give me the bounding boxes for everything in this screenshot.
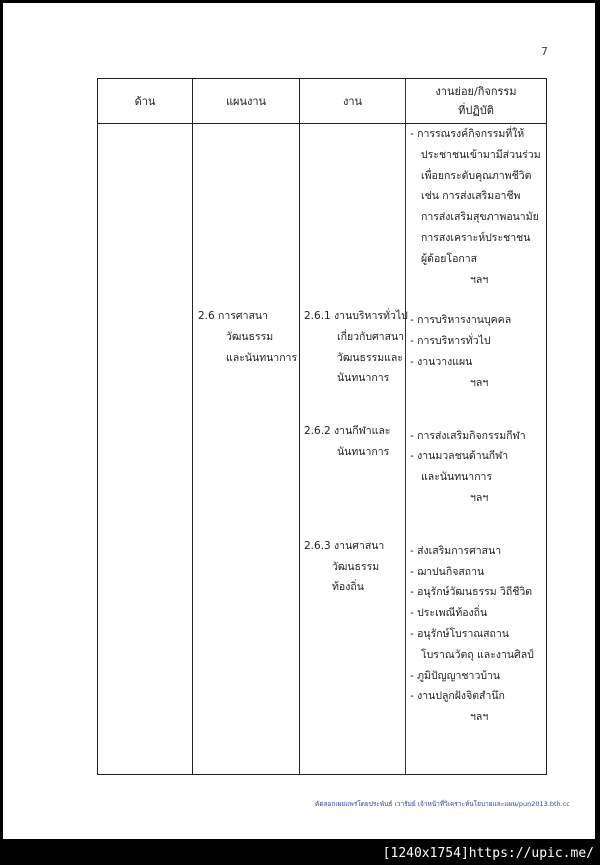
table-header-row bbox=[98, 79, 547, 124]
activity-group-community: - การรณรงค์กิจกรรมที่ให้ ประชาชนเข้ามามีส่วนร่วม เพื่อยกระดับคุณภาพชีวิต เช่น การส่งเสริมอาชีพ การส่งเสริมสุขภาพอนามัย การสงเคราะห์ประชาชน ผู้ด้อยโอกาส ฯลฯ bbox=[410, 128, 541, 286]
header-side: ด้าน bbox=[98, 79, 193, 124]
header-plan: แผนงาน bbox=[193, 79, 300, 124]
plan-title: 2.6 การศาสนา bbox=[198, 310, 268, 322]
task-cell bbox=[300, 124, 406, 775]
plan-table bbox=[97, 78, 547, 775]
document-page bbox=[3, 3, 595, 839]
task-2-6-1: 2.6.1 งานบริหารทั่วไป เกี่ยวกับศาสนา วัฒนธรรมและ นันทนาการ bbox=[304, 310, 408, 385]
task-2-6-2: 2.6.2 งานกีฬาและ นันทนาการ bbox=[304, 425, 391, 458]
header-activity: งานย่อย/กิจกรรม ที่ปฏิบัติ bbox=[406, 79, 547, 124]
page-number: 7 bbox=[541, 45, 548, 58]
watermark-link[interactable]: [1240x1754]https://upic.me/ bbox=[382, 846, 594, 861]
header-task: งาน bbox=[300, 79, 406, 124]
activity-group-2-6-3: - ส่งเสริมการศาสนา - ฌาปนกิจสถาน - อนุรักษ์วัฒนธรรม วิถีชีวิต - ประเพณีท้องถิ่น - อนุรักษ์โบราณสถาน โบราณวัตถุ และงานศิลป์ - ภูมิปัญญาชาวบ้าน - งานปลูกฝังจิตสำนึก ฯลฯ bbox=[410, 544, 534, 724]
activity-cell bbox=[406, 124, 547, 775]
table-row bbox=[98, 124, 547, 775]
activity-group-2-6-2: - การส่งเสริมกิจกรรมกีฬา - งานมวลชนด้านกีฬา และนันทนาการ ฯลฯ bbox=[410, 429, 526, 504]
footer-credit: คัดลอกเผยแพร่โดยประพันธ์ เวารัมย์ เจ้าหน้าที่วิเคราะห์นโยบายและแผน/pun2013.bth.cc bbox=[315, 800, 570, 808]
plan-cell: 2.6 การศาสนา วัฒนธรรม และนันทนาการ bbox=[193, 124, 300, 775]
activity-group-2-6-1: - การบริหารงานบุคคล - การบริหารทั่วไป - งานวางแผน ฯลฯ bbox=[410, 314, 512, 389]
side-cell bbox=[98, 124, 193, 775]
task-2-6-3: 2.6.3 งานศาสนา วัฒนธรรม ท้องถิ่น bbox=[304, 539, 385, 594]
